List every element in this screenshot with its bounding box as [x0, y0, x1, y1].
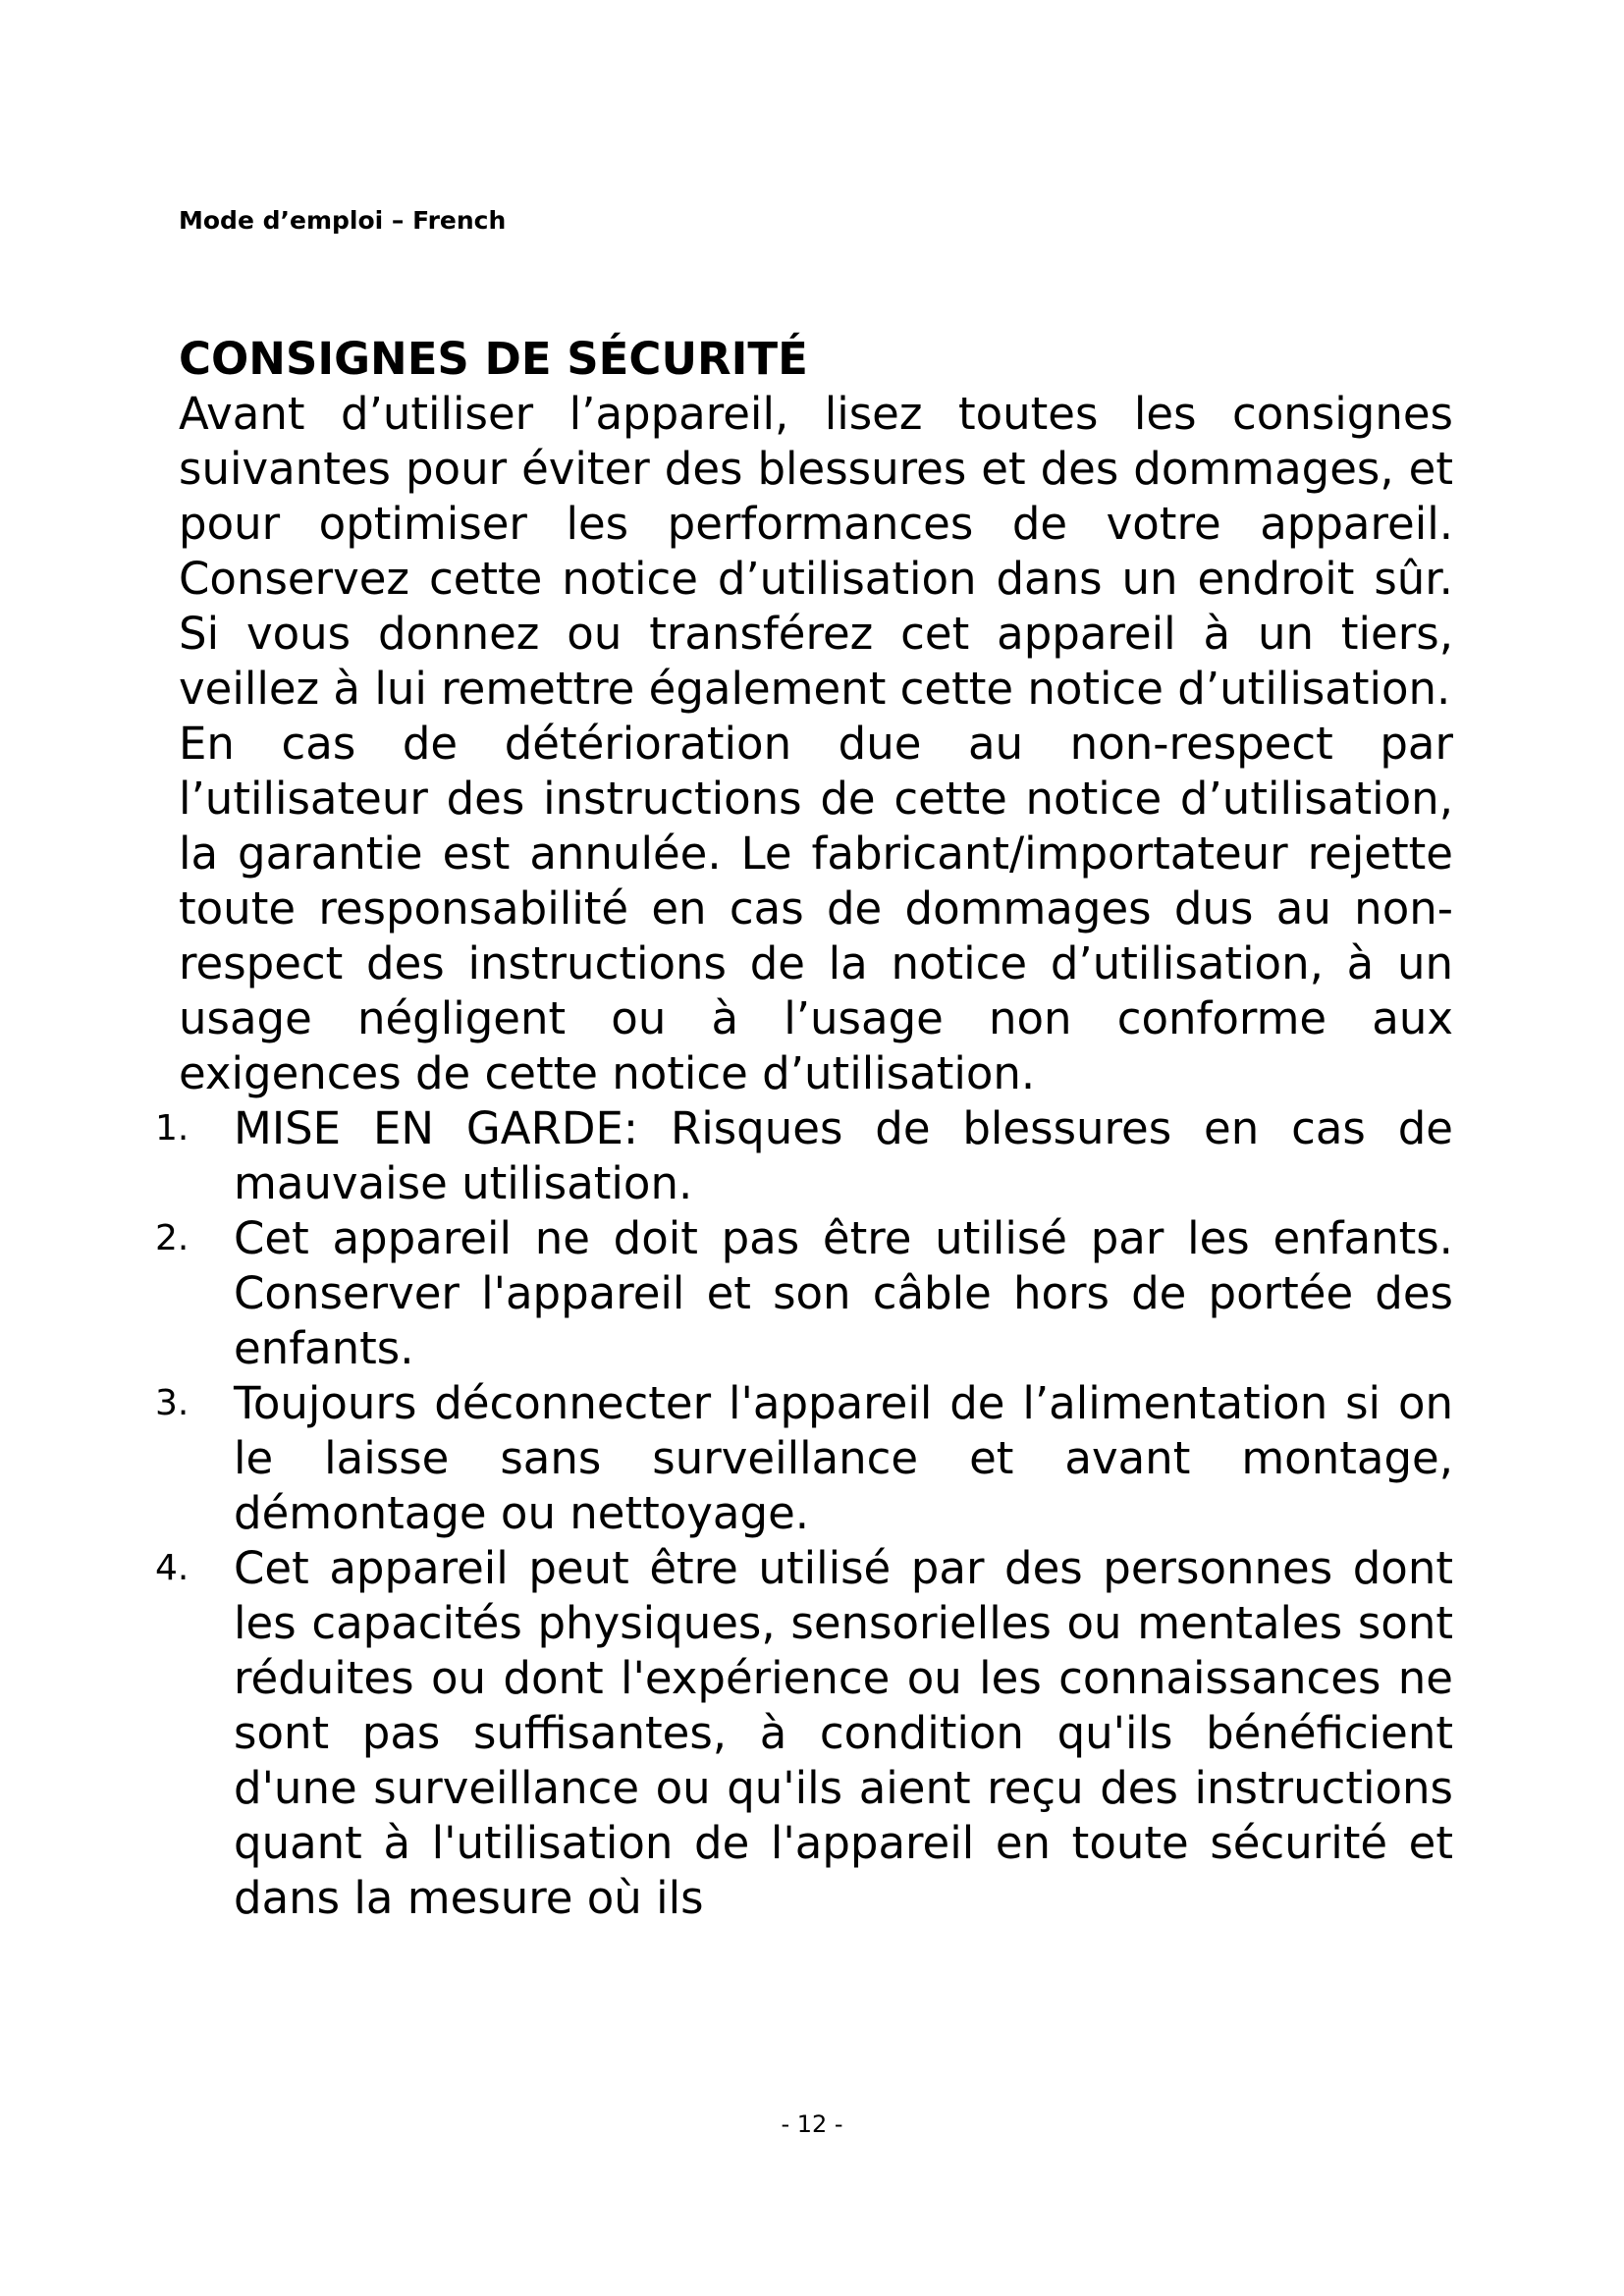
list-item-number: 2.	[155, 1218, 189, 1258]
list-item-number: 4.	[155, 1548, 189, 1588]
list-item-number: 1.	[155, 1108, 189, 1148]
safety-instructions-list	[155, 1101, 1453, 1926]
page-number: - 12 -	[781, 2110, 843, 2138]
list-item	[155, 1541, 1453, 1926]
safety-section	[155, 332, 1453, 1926]
list-item	[155, 1376, 1453, 1541]
list-item	[155, 1101, 1453, 1211]
list-item-text: Cet appareil ne doit pas être utilisé par les enfants. Conserver l'appareil et son câble hors de portée des enfants.	[234, 1212, 1453, 1374]
list-item-number: 3.	[155, 1383, 189, 1423]
list-item	[155, 1211, 1453, 1376]
document-header: Mode d’emploi – French	[179, 206, 507, 235]
intro-paragraph: Avant d’utiliser l’appareil, lisez toutes les consignes suivantes pour éviter des blessures et des dommages, et pour optimiser les performances de votre appareil. Conservez cette notice d’utilisation dans un endroit sûr. Si vous donnez ou transférez cet appareil à un tiers, veillez à lui remettre également cette notice d’utilisation.	[179, 388, 1453, 715]
warranty-paragraph: En cas de détérioration due au non-respect par l’utilisateur des instructions de cette notice d’utilisation, la garantie est annulée. Le fabricant/importateur rejette toute responsabilité en cas de dommages dus au non-respect des instructions de la notice d’utilisation, à un usage négligent ou à l’usage non conforme aux exigences de cette notice d’utilisation.	[179, 718, 1453, 1099]
section-title: CONSIGNES DE SÉCURITÉ	[179, 333, 808, 385]
list-item-text: Toujours déconnecter l'appareil de l’alimentation si on le laisse sans surveillance et avant montage, démontage ou nettoyage.	[234, 1377, 1453, 1539]
list-item-text: MISE EN GARDE: Risques de blessures en cas de mauvaise utilisation.	[234, 1102, 1453, 1209]
list-item-text: Cet appareil peut être utilisé par des personnes dont les capacités physiques, sensorielles ou mentales sont réduites ou dont l'expérience ou les connaissances ne sont pas suffisantes, à condition qu'ils bénéficient d'une surveillance ou qu'ils aient reçu des instructions quant à l'utilisation de l'appareil en toute sécurité et dans la mesure où ils	[234, 1542, 1453, 1924]
